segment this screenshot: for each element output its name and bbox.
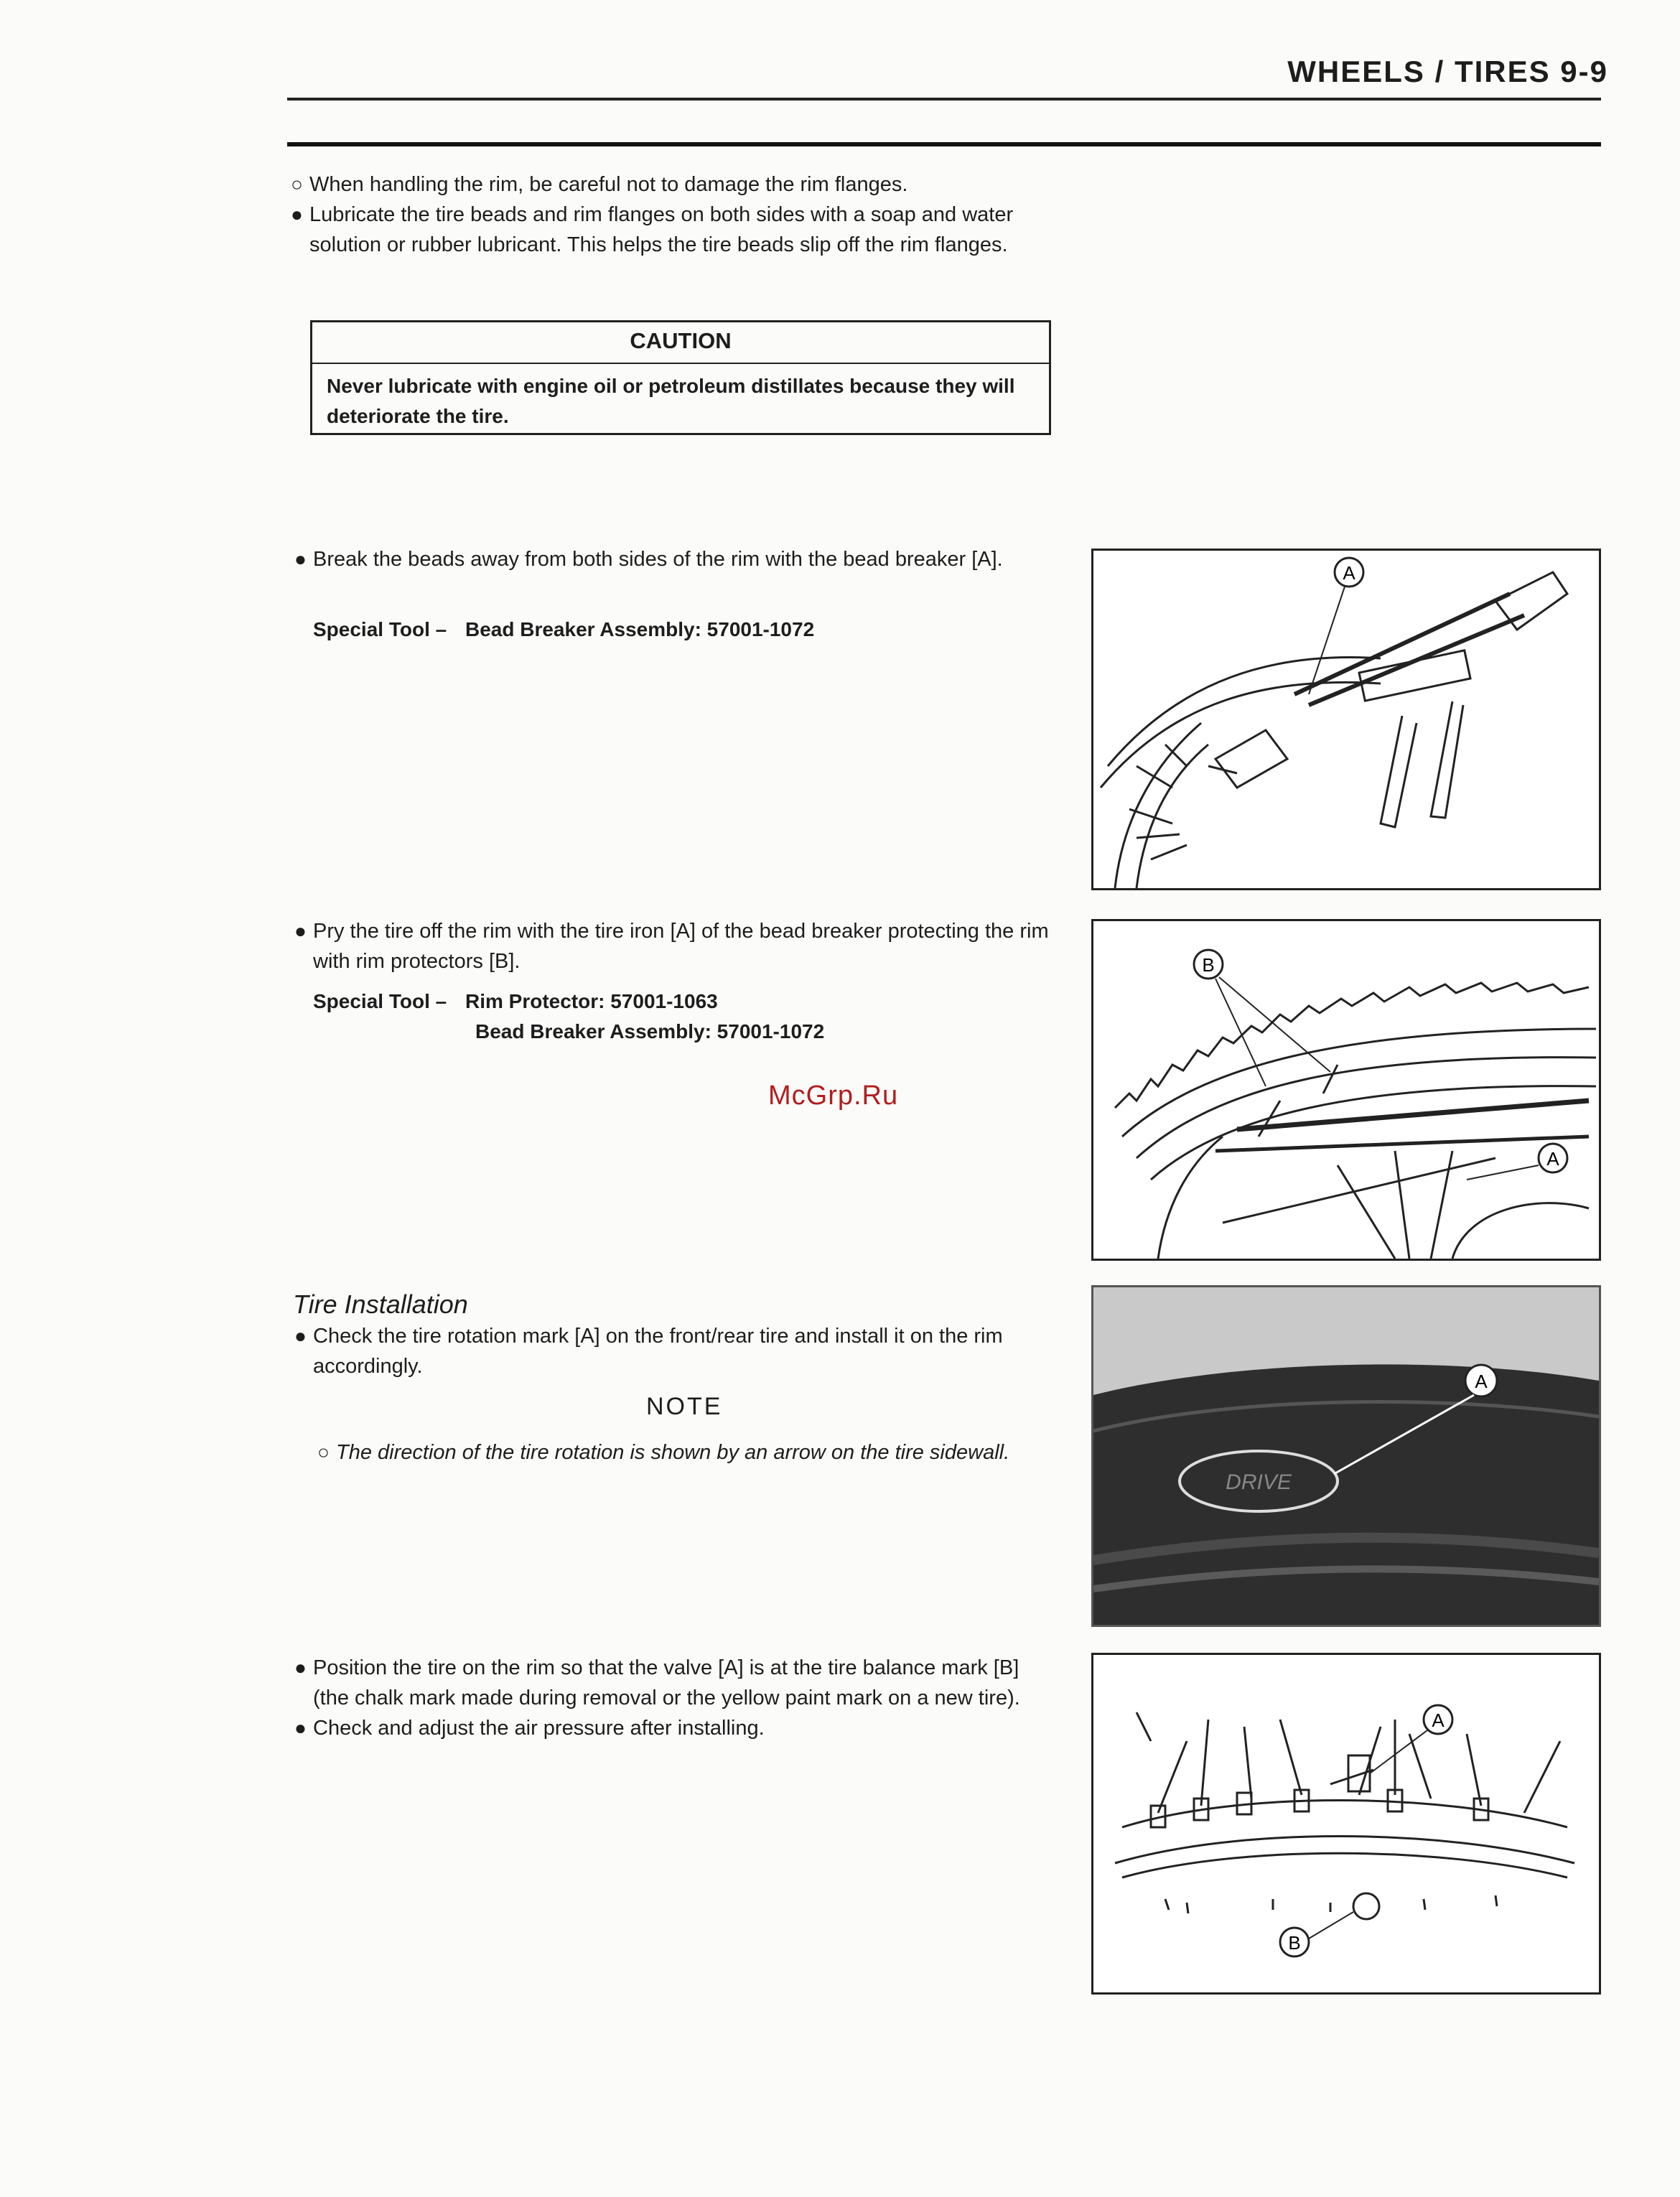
removal-step-2-text: Lubricate the tire beads and rim flanges on both sides with a soap and water solution or rubber lubricant. This helps the tire beads slip off the rim flanges.	[309, 203, 1014, 256]
removal-step-4	[294, 916, 1059, 976]
header-rule-bold	[287, 142, 1601, 146]
install-step-1-block	[294, 1321, 1059, 1381]
hollow-bullet-icon: ○	[291, 173, 303, 195]
special-tool-1	[313, 615, 814, 645]
caution-box	[310, 320, 1051, 435]
install-step-2-text: Position the tire on the rim so that the valve [A] is at the tire balance mark [B] (the chalk mark made during removal or the yellow paint mark on a new tire).	[313, 1656, 1020, 1709]
removal-steps-block	[291, 169, 1059, 260]
callout-b-label: B	[1288, 1932, 1301, 1954]
hollow-bullet-icon: ○	[317, 1441, 330, 1463]
note-text: The direction of the tire rotation is shown by an arrow on the tire sidewall.	[336, 1441, 1010, 1464]
valve-balance-illustration	[1093, 1655, 1599, 1992]
watermark-text: McGrp.Ru	[768, 1081, 899, 1111]
tire-drive-mark: DRIVE	[1226, 1470, 1292, 1494]
tire-rotation-photo	[1093, 1287, 1599, 1625]
special-tool-2-value-2: Bead Breaker Assembly: 57001-1072	[475, 1020, 825, 1042]
install-step-1	[294, 1321, 1059, 1381]
install-step-3-text: Check and adjust the air pressure after installing.	[313, 1717, 765, 1740]
figure-valve-balance-mark	[1091, 1653, 1601, 1995]
callout-a-label: A	[1343, 562, 1355, 584]
special-tool-2-value-1: Rim Protector: 57001-1063	[465, 990, 718, 1012]
removal-step-2	[291, 200, 1059, 260]
removal-step-3-block	[294, 544, 1059, 574]
callout-a-label: A	[1475, 1371, 1488, 1392]
caution-heading: CAUTION	[312, 322, 1049, 364]
header-rule	[287, 98, 1601, 101]
figure-bead-breaker	[1091, 549, 1601, 890]
figure-tire-iron	[1091, 919, 1601, 1261]
note-item	[317, 1437, 1059, 1468]
note-heading: NOTE	[646, 1393, 723, 1420]
removal-step-3	[294, 544, 1059, 574]
removal-step-1	[291, 169, 1059, 200]
section-title-tire-installation: Tire Installation	[293, 1289, 468, 1319]
special-tool-2-label: Special Tool –	[313, 990, 447, 1012]
solid-bullet-icon: ●	[294, 1656, 307, 1679]
special-tool-2	[313, 986, 718, 1017]
caution-text: Never lubricate with engine oil or petroleum distillates because they will deteriorate the tire.	[327, 375, 1015, 427]
install-steps-block	[294, 1653, 1059, 1743]
special-tool-1-value: Bead Breaker Assembly: 57001-1072	[465, 618, 815, 640]
solid-bullet-icon: ●	[294, 1717, 307, 1739]
removal-step-4-block	[294, 916, 1059, 976]
page-header-title: WHEELS / TIRES 9-9	[1287, 55, 1608, 88]
removal-step-1-text: When handling the rim, be careful not to damage the rim flanges.	[309, 173, 908, 196]
figure-tire-rotation-mark	[1091, 1285, 1601, 1627]
install-step-3	[294, 1713, 1059, 1743]
install-step-2	[294, 1653, 1059, 1713]
solid-bullet-icon: ●	[294, 1325, 307, 1347]
special-tool-1-label: Special Tool –	[313, 618, 447, 640]
removal-step-4-text: Pry the tire off the rim with the tire iron [A] of the bead breaker protecting the rim with rim protectors [B].	[313, 920, 1049, 973]
callout-a-label: A	[1546, 1148, 1559, 1170]
install-step-1-text: Check the tire rotation mark [A] on the front/rear tire and install it on the rim accordingly.	[313, 1325, 1003, 1378]
callout-a-label: A	[1432, 1709, 1445, 1731]
solid-bullet-icon: ●	[294, 548, 307, 570]
note-block	[317, 1437, 1059, 1468]
tire-iron-illustration	[1093, 921, 1599, 1259]
bead-breaker-illustration	[1093, 551, 1599, 888]
removal-step-3-text: Break the beads away from both sides of the rim with the bead breaker [A].	[313, 548, 1003, 571]
solid-bullet-icon: ●	[294, 920, 307, 942]
callout-b-label: B	[1202, 954, 1215, 976]
solid-bullet-icon: ●	[291, 203, 303, 225]
